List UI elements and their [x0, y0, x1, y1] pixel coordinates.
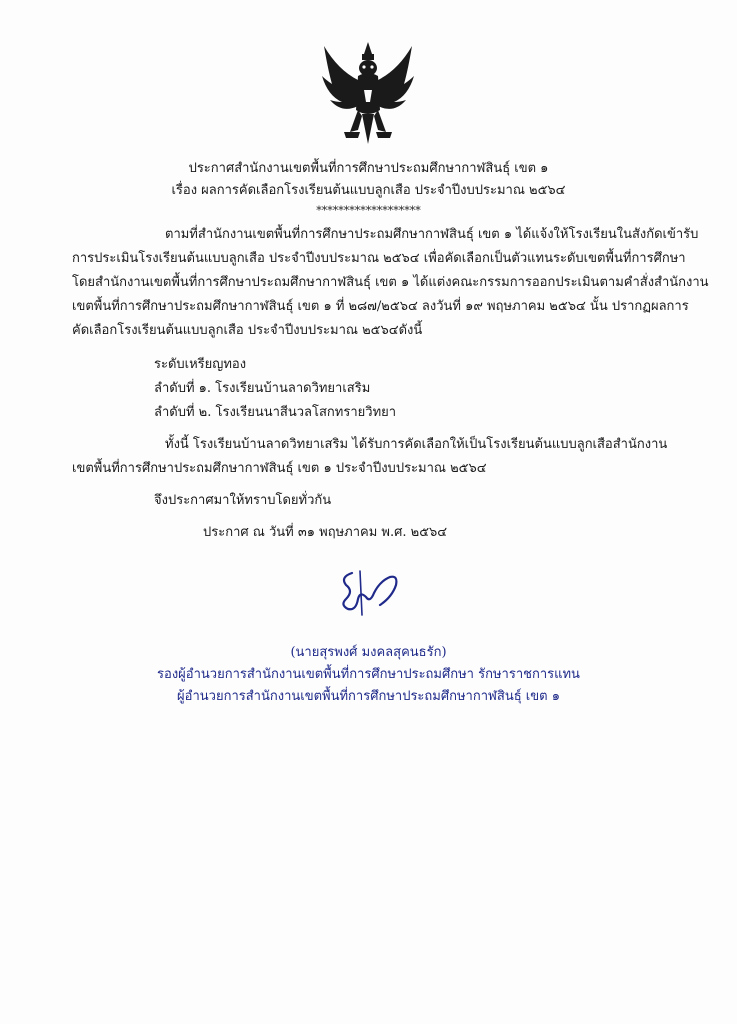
- paragraph-line: ตามที่สำนักงานเขตพื้นที่การศึกษาประถมศึกษากาฬสินธุ์ เขต ๑ ได้แจ้งให้โรงเรียนในสังกัดเข้ารับ: [165, 227, 699, 242]
- paragraph-line: การประเมินโรงเรียนต้นแบบลูกเสือ ประจำปีงบประมาณ ๒๕๖๔ เพื่อคัดเลือกเป็นตัวแทนระดับเขตพื้นที่การศึกษา: [72, 251, 686, 266]
- signatory-position: รองผู้อำนวยการสำนักงานเขตพื้นที่การศึกษาประถมศึกษา รักษาราชการแทน: [157, 667, 580, 682]
- announcement-date: ประกาศ ณ วันที่ ๓๑ พฤษภาคม พ.ศ. ๒๕๖๔: [203, 525, 448, 540]
- paragraph-line: เขตพื้นที่การศึกษาประถมศึกษากาฬสินธุ์ เขต ๑ ที่ ๒๘๗/๒๕๖๔ ลงวันที่ ๑๙ พฤษภาคม ๒๕๖๔ นั้น ปรากฏผลการ: [72, 299, 689, 314]
- conclusion-line: เขตพื้นที่การศึกษาประถมศึกษากาฬสินธุ์ เขต ๑ ประจำปีงบประมาณ ๒๕๖๔: [72, 461, 487, 476]
- announcement-text: จึงประกาศมาให้ทราบโดยทั่วกัน: [154, 493, 332, 508]
- garuda-emblem-icon: [318, 40, 418, 150]
- paragraph-line: คัดเลือกโรงเรียนต้นแบบลูกเสือ ประจำปีงบประมาณ ๒๕๖๔ดังนี้: [72, 323, 423, 338]
- paragraph-line: โดยสำนักงานเขตพื้นที่การศึกษาประถมศึกษากาฬสินธุ์ เขต ๑ ได้แต่งคณะกรรมการออกประเมินตามคำสั่งสำนักงาน: [72, 275, 709, 290]
- rank-item-2: ลำดับที่ ๒. โรงเรียนนาสีนวลโสกทรายวิทยา: [154, 405, 397, 420]
- signatory-position-secondary: ผู้อำนวยการสำนักงานเขตพื้นที่การศึกษาประถมศึกษากาฬสินธุ์ เขต ๑: [177, 689, 560, 704]
- document-subject: เรื่อง ผลการคัดเลือกโรงเรียนต้นแบบลูกเสือ ประจำปีงบประมาณ ๒๕๖๔: [171, 183, 566, 198]
- signatory-name: (นายสุรพงศ์ มงคลสุคนธรัก): [290, 645, 447, 660]
- document-title: ประกาศสำนักงานเขตพื้นที่การศึกษาประถมศึกษากาฬสินธุ์ เขต ๑: [188, 161, 549, 176]
- rank-item-1: ลำดับที่ ๑. โรงเรียนบ้านลาดวิทยาเสริม: [154, 381, 371, 396]
- handwritten-signature: [330, 563, 410, 623]
- conclusion-line: ทั้งนี้ โรงเรียนบ้านลาดวิทยาเสริม ได้รับการคัดเลือกให้เป็นโรงเรียนต้นแบบลูกเสือสำนักงาน: [165, 437, 668, 452]
- award-level: ระดับเหรียญทอง: [154, 357, 247, 372]
- separator: *******************: [316, 204, 421, 217]
